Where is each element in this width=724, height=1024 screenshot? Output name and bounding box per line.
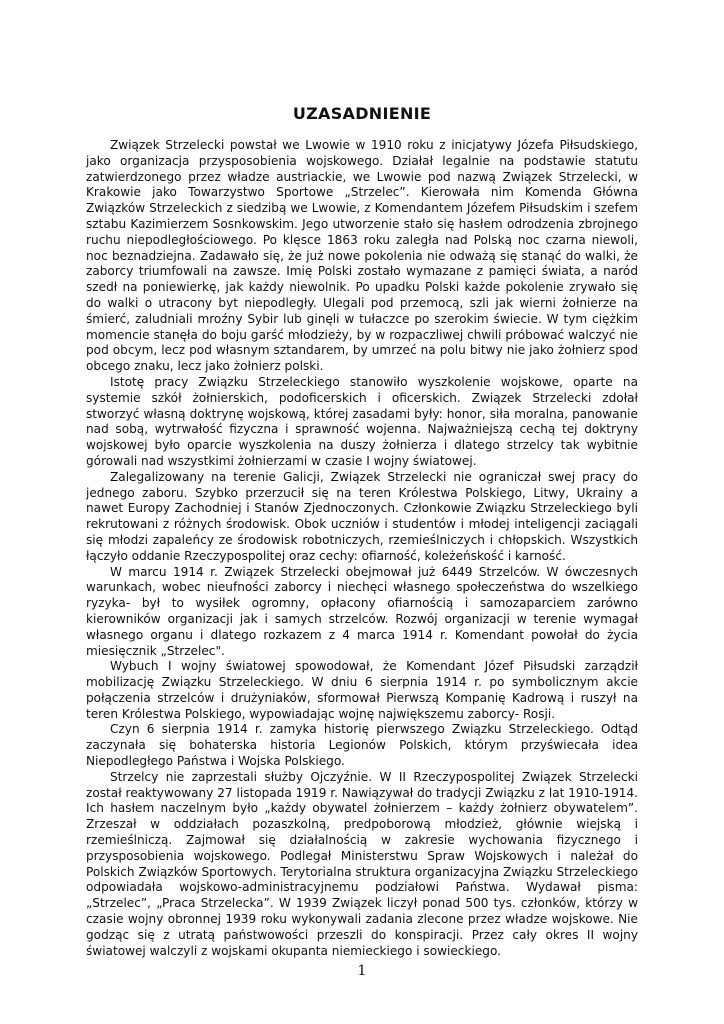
- paragraph-1: Związek Strzelecki powstał we Lwowie w 1910 roku z inicjatywy Józefa Piłsudskiego, jako organizacja przysposobienia wojskowego. Działał legalnie na podstawie statutu zatwierdzonego przez władze austriackie, we Lwowie pod nazwą Związek Strzelecki, w Krakowie jako Towarzystwo Sportowe „Strzelec”. Kierowała nim Komenda Główna Związków Strzeleckich z siedzibą we Lwowie, z Komendantem Józefem Piłsudskim i szefem sztabu Kazimierzem Sosnkowskim. Jego utworzenie stało się hasłem odrodzenia zbrojnego ruchu niepodległościowego. Po klęsce 1863 roku zaległa nad Polską noc czarna niewoli, noc beznadziejna. Zadawało się, że już nowe pokolenia nie odważą się stanąć do walki, że zaborcy triumfowali na zawsze. Imię Polski zostało wymazane z pamięci świata, a naród szedł na poniewierkę, jak każdy niewolnik. Po upadku Polski każde pokolenie zrywało się do walki o utracony byt niepodległy. Ulegali pod przemocą, szli jak wierni żołnierze na śmierć, zaludniali mroźny Sybir lub ginęli w tułaczce po szerokim świecie. W tym ciężkim momencie stanęła do boju garść młodzieży, by w rozpaczliwej chwili próbować walczyć nie pod obcym, lecz pod własnym sztandarem, by umrzeć na polu bitwy nie jako żołnierz spod obcego znaku, lecz jako żołnierz polski.: [86, 138, 638, 374]
- paragraph-3: Zalegalizowany na terenie Galicji, Związek Strzelecki nie ograniczał swej pracy do jednego zaboru. Szybko przerzucił się na teren Królestwa Polskiego, Litwy, Ukrainy a nawet Europy Zachodniej i Stanów Zjednoczonych. Członkowie Związku Strzeleckiego byli rekrutowani z różnych środowisk. Obok uczniów i studentów i młodej inteligencji zaciągali się młodzi zapaleńcy ze środowisk robotniczych, rzemieślniczych i chłopskich. Wszystkich łączyło oddanie Rzeczypospolitej oraz cechy: ofiarność, koleżeńskość i karność.: [86, 469, 638, 563]
- paragraph-4: W marcu 1914 r. Związek Strzelecki obejmował już 6449 Strzelców. W ówczesnych warunkach, wobec nieufności zaborcy i niechęci własnego społeczeństwa do wszelkiego ryzyka- był to wysiłek ogromny, opłacony ofiarnością i samozaparciem zarówno kierowników organizacji jak i samych strzelców. Rozwój organizacji w terenie wymagał własnego organu i dlatego rozkazem z 4 marca 1914 r. Komendant powołał do życia miesięcznik „Strzelec".: [86, 564, 638, 658]
- paragraph-5: Wybuch I wojny światowej spowodował, że Komendant Józef Piłsudski zarządził mobilizację Związku Strzeleckiego. W dniu 6 sierpnia 1914 r. po symbolicznym akcie połączenia strzelców i drużyniaków, sformował Pierwszą Kompanię Kadrową i ruszył na teren Królestwa Polskiego, wypowiadając wojnę największemu zaborcy- Rosji.: [86, 659, 638, 721]
- paragraph-2: Istotę pracy Związku Strzeleckiego stanowiło wyszkolenie wojskowe, oparte na systemie szkół żołnierskich, podoficerskich i oficerskich. Związek Strzelecki zdołał stworzyć własną doktrynę wojskową, której zasadami były: honor, siła moralna, panowanie nad sobą, wytrwałość fizyczna i sprawność wojenna. Najważniejszą cechą tej doktryny wojskowej było oparcie wyszkolenia na duszy żołnierza i dlatego strzelcy tak wybitnie górowali nad wszystkimi żołnierzami w czasie I wojny światowej.: [86, 374, 638, 468]
- document-body: [86, 138, 638, 959]
- page-number: 1: [357, 963, 367, 979]
- document-title: UZASADNIENIE: [292, 104, 432, 123]
- paragraph-7: Strzelcy nie zaprzestali służby Ojczyźnie. W II Rzeczypospolitej Związek Strzelecki został reaktywowany 27 listopada 1919 r. Nawiązywał do tradycji Związku z lat 1910-1914. Ich hasłem naczelnym było „każdy obywatel żołnierzem – każdy żołnierz obywatelem”. Zrzeszał w oddziałach pozaszkolną, predpoborową młodzież, głównie wiejską i rzemieślniczą. Zajmował się działalnością w zakresie wychowania fizycznego i przysposobienia wojskowego. Podlegał Ministerstwu Spraw Wojskowych i należał do Polskich Związków Sportowych. Terytorialna struktura organizacyjna Związku Strzeleckiego odpowiadała wojskowo-administracyjnemu podziałowi Państwa. Wydawał pisma: „Strzelec”, „Praca Strzelecka”. W 1939 Związek liczył ponad 500 tys. członków, którzy w czasie wojny obronnej 1939 roku wykonywali zadania zlecone przez władze wojskowe. Nie godząc się z utratą państwowości przeszli do konspiracji. Przez cały okres II wojny światowej walczyli z wojskami okupanta niemieckiego i sowieckiego.: [86, 769, 638, 958]
- paragraph-6: Czyn 6 sierpnia 1914 r. zamyka historię pierwszego Związku Strzeleckiego. Odtąd zaczynała się bohaterska historia Legionów Polskich, którym przyświecała idea Niepodległego Państwa i Wojska Polskiego.: [86, 722, 638, 769]
